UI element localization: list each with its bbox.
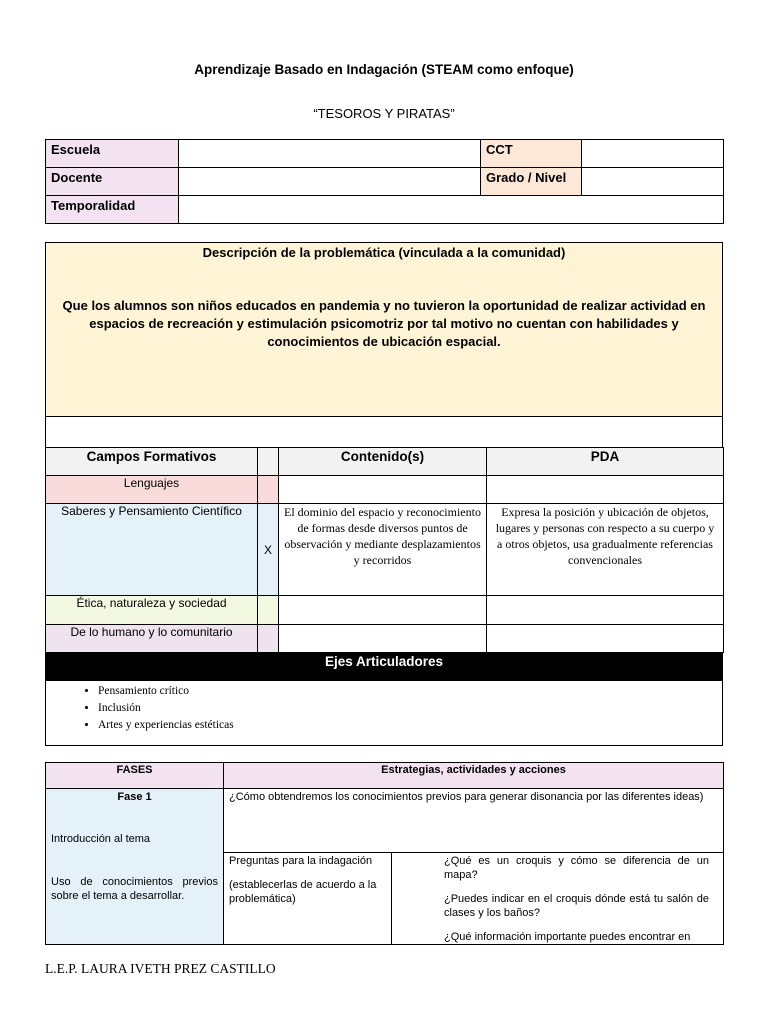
contenido-cell: El dominio del espacio y reconocimiento de formas desde diversos puntos de observación y mediante desplazamientos y recorridos	[279, 504, 487, 596]
project-title: “TESOROS Y PIRATAS”	[313, 106, 455, 121]
table-row	[46, 504, 724, 596]
campos-formativos-table	[45, 447, 724, 653]
question-3: ¿Qué información importante puedes encontrar en	[444, 931, 691, 943]
list-item: • Artes y experiencias estéticas	[98, 717, 722, 734]
pda-cell	[487, 476, 724, 504]
fase1-intro: Introducción al tema	[51, 833, 151, 845]
ejes-list-box	[45, 681, 723, 746]
campo-mark[interactable]	[258, 476, 279, 504]
docente-value[interactable]	[179, 168, 481, 196]
campos-header: Campos Formativos	[46, 448, 258, 476]
fase1-name: Fase 1	[117, 791, 152, 803]
fase1-cell	[46, 789, 224, 945]
temporalidad-label: Temporalidad	[46, 196, 179, 224]
campo-humano: De lo humano y lo comunitario	[46, 625, 258, 653]
questions-cell	[392, 853, 724, 945]
campo-mark[interactable]: X	[258, 504, 279, 596]
campo-etica: Ética, naturaleza y sociedad	[46, 596, 258, 625]
grado-label: Grado / Nivel	[481, 168, 582, 196]
problem-text: Que los alumnos son niños educados en pandemia y no tuvieron la oportunidad de realizar actividad en espacios de recreación y estimulación psicomotriz por tal motivo no cuentan con habilidades y conocimientos de ubicación espacial.	[62, 298, 706, 349]
escuela-label: Escuela	[46, 140, 179, 168]
mark-header	[258, 448, 279, 476]
table-row	[46, 596, 724, 625]
preguntas-label: Preguntas para la indagación	[229, 855, 373, 867]
problem-heading: Descripción de la problemática (vinculada a la comunidad)	[202, 245, 566, 260]
campo-mark[interactable]	[258, 625, 279, 653]
escuela-value[interactable]	[179, 140, 481, 168]
pda-cell: Expresa la posición y ubicación de objetos, lugares y personas con respecto a su cuerpo y a otros objetos, usa gradualmente referencias convencionales	[487, 504, 724, 596]
cct-value[interactable]	[582, 140, 724, 168]
contenido-header: Contenido(s)	[279, 448, 487, 476]
grado-value[interactable]	[582, 168, 724, 196]
problem-description-box	[45, 242, 723, 417]
docente-label: Docente	[46, 168, 179, 196]
preguntas-cell	[224, 853, 392, 945]
campo-lenguajes: Lenguajes	[46, 476, 258, 504]
question-1: ¿Qué es un croquis y cómo se diferencia de un mapa?	[444, 855, 709, 881]
estrategias-header: Estrategias, actividades y acciones	[224, 763, 724, 789]
table-row	[46, 476, 724, 504]
page-title: Aprendizaje Basado en Indagación (STEAM como enfoque)	[194, 62, 574, 77]
pda-cell	[487, 596, 724, 625]
footer-author: L.E.P. LAURA IVETH PREZ CASTILLO	[45, 961, 276, 976]
fase1-question: ¿Cómo obtendremos los conocimientos previos para generar disonancia por las diferentes ideas)	[224, 789, 724, 853]
fase1-uso: Uso de conocimientos previos sobre el tema a desarrollar.	[51, 876, 218, 902]
pda-cell	[487, 625, 724, 653]
contenido-cell	[279, 476, 487, 504]
contenido-cell	[279, 625, 487, 653]
preguntas-note: (establecerlas de acuerdo a la problemática)	[229, 879, 377, 905]
table-row	[46, 625, 724, 653]
list-item: • Pensamiento crítico	[98, 683, 722, 700]
list-item: • Inclusión	[98, 700, 722, 717]
fases-table	[45, 762, 724, 945]
contenido-cell	[279, 596, 487, 625]
fases-header: FASES	[46, 763, 224, 789]
ejes-heading: Ejes Articuladores	[45, 653, 723, 681]
ejes-list	[46, 683, 722, 734]
temporalidad-value[interactable]	[179, 196, 724, 224]
pda-header: PDA	[487, 448, 724, 476]
question-2: ¿Puedes indicar en el croquis dónde está tu salón de clases y los baños?	[444, 893, 709, 919]
campo-saberes: Saberes y Pensamiento Científico	[46, 504, 258, 596]
campo-mark[interactable]	[258, 596, 279, 625]
school-info-table	[45, 139, 724, 224]
cct-label: CCT	[481, 140, 582, 168]
blank-row	[45, 417, 723, 448]
